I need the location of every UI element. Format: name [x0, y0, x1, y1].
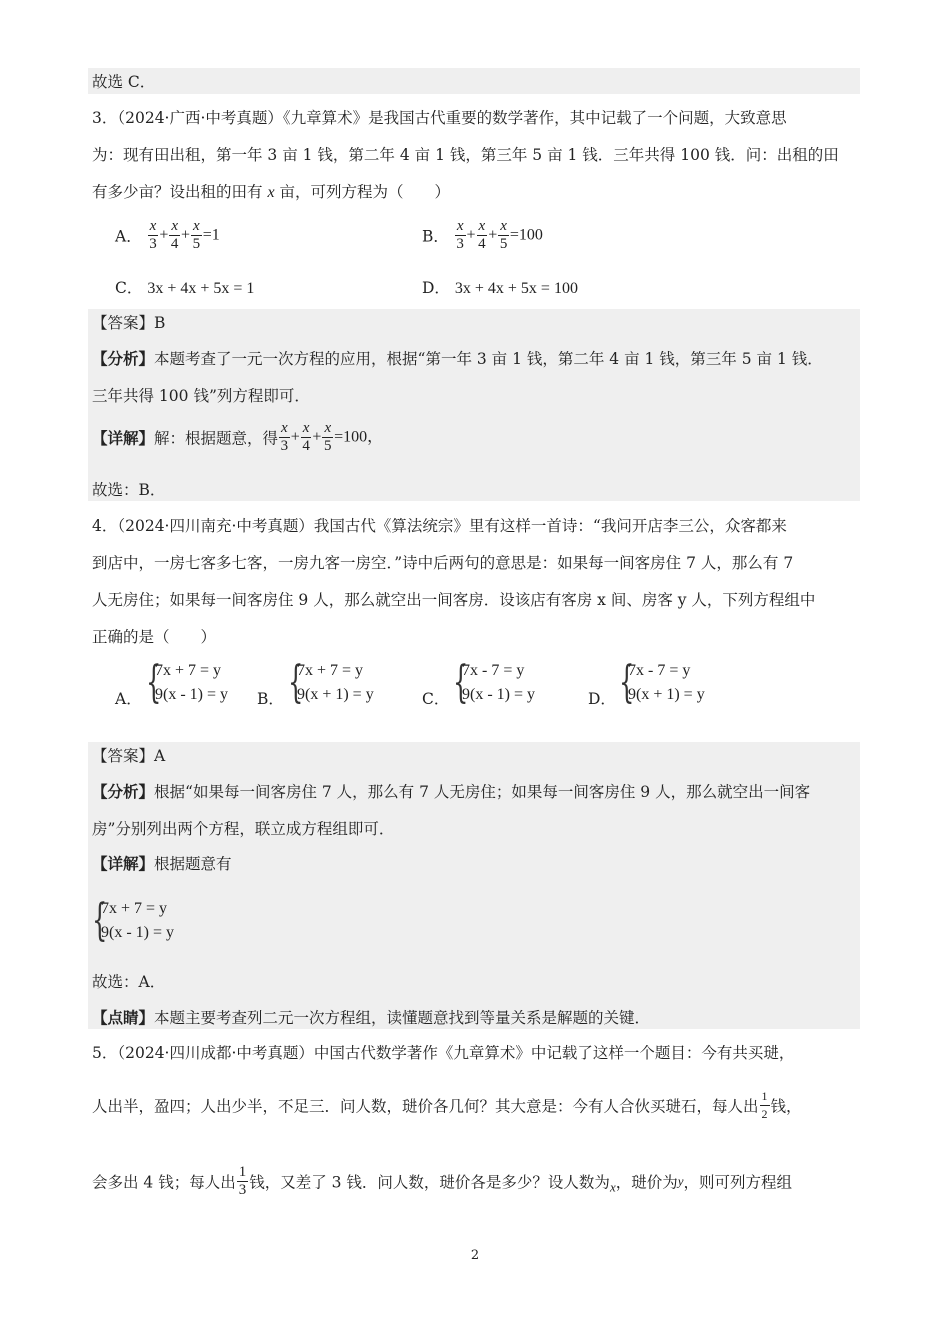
- q3-analysis-1: 【分析】本题考查了一元一次方程的应用，根据“第一年 3 亩 1 钱，第二年 4 亩 1 钱，第三年 5 亩 1 钱．: [92, 349, 823, 368]
- q3-line-2: 为：现有田出租，第一年 3 亩 1 钱，第二年 4 亩 1 钱，第三年 5 亩 1 钱．三年共得 100 钱．问：出租的田: [92, 146, 839, 164]
- q4-line-1: 4．（2024·四川南充·中考真题）我国古代《算法统宗》里有这样一首诗：“我问开店李三公，众客都来: [92, 517, 787, 535]
- q4-comment: 【点睛】本题主要考查列二元一次方程组，读懂题意找到等量关系是解题的关键．: [92, 1008, 651, 1027]
- q3-line-1: 3．（2024·广西·中考真题）《九章算术》是我国古代重要的数学著作，其中记载了一个问题，大致意思: [92, 109, 787, 127]
- q4-choose: 故选：A．: [92, 973, 166, 991]
- q3-option-d[interactable]: D． 3x + 4x + 5x = 100: [422, 279, 578, 297]
- q4-answer: 【答案】A: [92, 747, 166, 765]
- q3-option-a[interactable]: A． $\frac{x}{3}$ + $\frac{x}{4}$ + $\frac{x}{5}$ =1: [115, 218, 220, 252]
- q4-analysis-1: 【分析】根据“如果每一间客房住 7 人，那么有 7 人无房住；如果每一间客房住 9 人，那么就空出一间客: [92, 782, 811, 801]
- q4-analysis-2: 房”分别列出两个方程，联立成方程组即可．: [92, 820, 395, 838]
- q3-detail: 【详解】解：根据题意，得 $\frac{x}{3}$ + $\frac{x}{4}$ + $\frac{x}{5}$ =100，: [92, 420, 384, 454]
- q4-option-b-label[interactable]: B．: [257, 690, 284, 708]
- q4-option-c-label[interactable]: C．: [422, 690, 450, 708]
- q3-choose: 故选：B．: [92, 481, 166, 499]
- fraction-x-5: $\frac{x}{5}$: [192, 218, 201, 252]
- q5-line-1: 5．（2024·四川成都·中考真题）中国古代数学著作《九章算术》中记载了这样一个题目：今有共买琎，: [92, 1044, 795, 1062]
- q5-line-2: 人出半，盈四；人出少半，不足三．问人数，琎价各几何？其大意是：今有人合伙买琎石，每人出 $\frac{1}{2}$ 钱，: [92, 1089, 802, 1121]
- q4-line-4: 正确的是（ ）: [92, 628, 217, 646]
- page-number: 2: [470, 1248, 480, 1263]
- q3-analysis-2: 三年共得 100 钱”列方程即可．: [92, 387, 310, 405]
- q3-option-b[interactable]: B． $\frac{x}{3}$ + $\frac{x}{4}$ + $\frac{x}{5}$ =100: [422, 218, 543, 252]
- q4-detail: 【详解】根据题意有: [92, 854, 232, 873]
- fraction-x-3: $\frac{x}{3}$: [149, 218, 157, 252]
- solution-shade-top: [88, 68, 860, 94]
- q3-line-3: 有多少亩？设出租的田有 x 亩，可列方程为（ ）: [92, 183, 450, 201]
- previous-choice: 故选 C．: [92, 73, 156, 91]
- q5-line-3: 会多出 4 钱；每人出 $\frac{1}{3}$ 钱，又差了 3 钱．问人数，琎价各是多少？设人数为$_x$，琎价为y，则可列方程组: [92, 1164, 793, 1198]
- q4-line-3: 人无房住；如果每一间客房住 9 人，那么就空出一间客房．设该店有客房 x 间、房客 y 人，下列方程组中: [92, 591, 816, 609]
- fraction-x-4: $\frac{x}{4}$: [170, 218, 179, 252]
- q3-answer: 【答案】B: [92, 314, 166, 332]
- q4-line-2: 到店中，一房七客多七客，一房九客一房空．”诗中后两句的意思是：如果每一间客房住 7 人，那么有 7: [92, 554, 794, 572]
- fraction-one-half: $\frac{1}{2}$: [761, 1089, 768, 1121]
- q4-option-d-label[interactable]: D．: [588, 690, 616, 708]
- q3-option-c[interactable]: C． 3x + 4x + 5x = 1: [115, 279, 255, 297]
- q4-option-a-label[interactable]: A．: [115, 690, 142, 708]
- fraction-one-third: $\frac{1}{3}$: [238, 1164, 247, 1198]
